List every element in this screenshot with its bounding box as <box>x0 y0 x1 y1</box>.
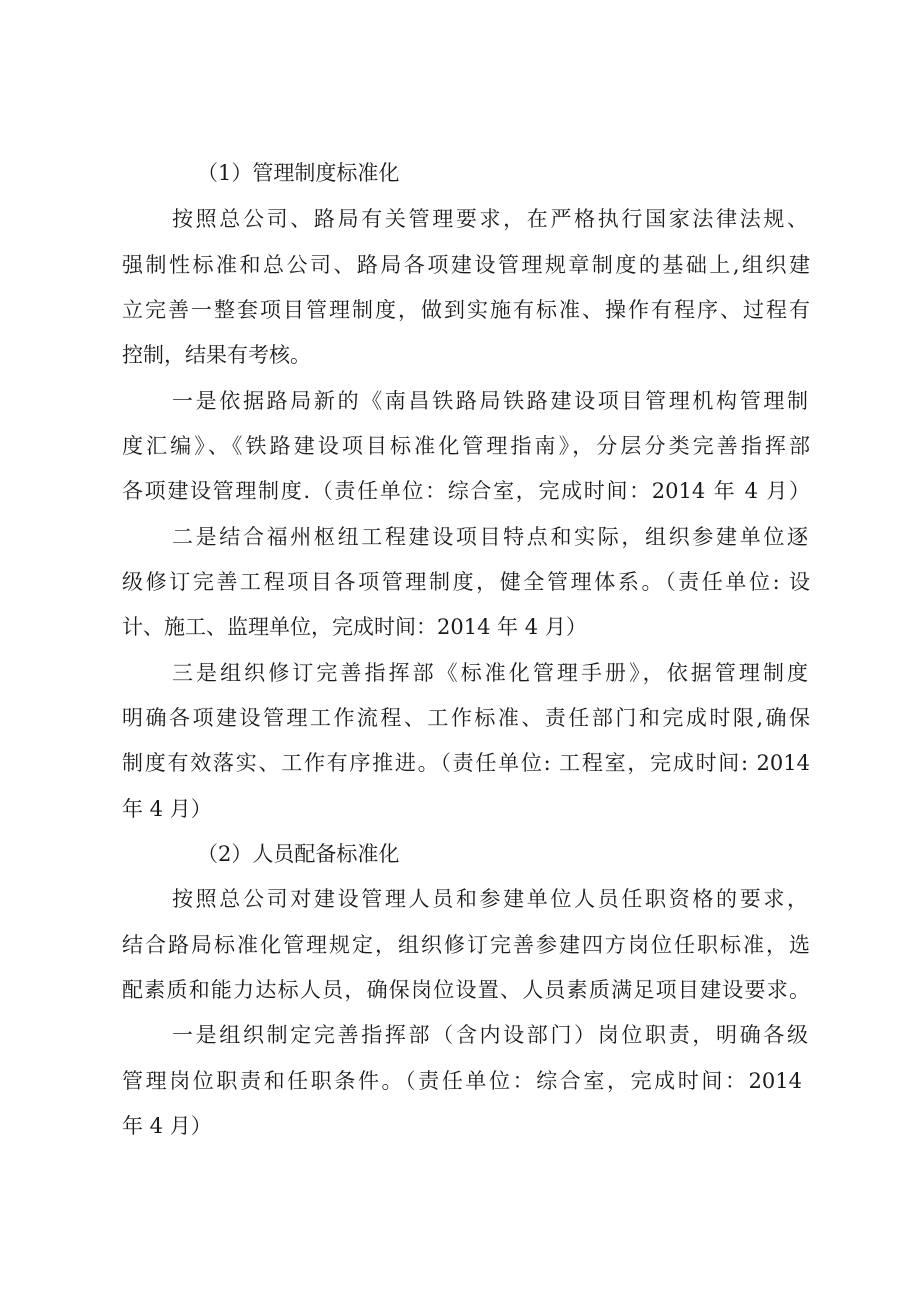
paragraph-line: 控制，结果有考核。 <box>122 343 311 367</box>
paragraph-line: 明确各项建设管理工作流程、工作标准、责任部门和完成时限,确保 <box>122 706 810 730</box>
paragraph-line: 配素质和能力达标人员，确保岗位设置、人员素质满足项目建设要求。 <box>122 978 810 1002</box>
paragraph-line: 按照总公司、路局有关管理要求，在严格执行国家法律法规、 <box>172 207 808 231</box>
paragraph-line: 管理岗位职责和任职条件。（责任单位：综合室，完成时间：2014 <box>122 1069 802 1093</box>
paragraph-line: 年 4 月） <box>122 797 212 821</box>
paragraph-line: 按照总公司对建设管理人员和参建单位人员任职资格的要求， <box>172 887 808 911</box>
paragraph-line: 强制性标准和总公司、路局各项建设管理规章制度的基础上,组织建 <box>122 253 810 277</box>
paragraph-line: 制度有效落实、工作有序推进。（责任单位: 工程室，完成时间: 2014 <box>122 751 810 775</box>
paragraph-line: 二是结合福州枢纽工程建设项目特点和实际，组织参建单位逐 <box>172 525 808 549</box>
section-heading: （2）人员配备标准化 <box>197 842 400 866</box>
paragraph-line: 一是组织制定完善指挥部（含内设部门）岗位职责，明确各级 <box>172 1023 808 1047</box>
paragraph-line: 度汇编》、《铁路建设项目标准化管理指南》，分层分类完善指挥部 <box>122 434 810 458</box>
paragraph-line: 级修订完善工程项目各项管理制度，健全管理体系。（责任单位: 设 <box>122 570 810 594</box>
paragraph-line: 三是组织修订完善指挥部《标准化管理手册》，依据管理制度 <box>172 661 808 685</box>
paragraph-line: 年 4 月） <box>122 1114 212 1138</box>
paragraph-line: 一是依据路局新的《南昌铁路局铁路建设项目管理机构管理制 <box>172 389 808 413</box>
section-heading: （1）管理制度标准化 <box>197 161 400 185</box>
paragraph-line: 结合路局标准化管理规定，组织修订完善参建四方岗位任职标准，选 <box>122 933 810 957</box>
paragraph-line: 计、施工、监理单位，完成时间：2014 年 4 月） <box>122 615 587 639</box>
paragraph-line: 各项建设管理制度.（责任单位：综合室，完成时间：2014 年 4 月） <box>122 479 810 503</box>
paragraph-line: 立完善一整套项目管理制度，做到实施有标准、操作有程序、过程有 <box>122 298 810 322</box>
